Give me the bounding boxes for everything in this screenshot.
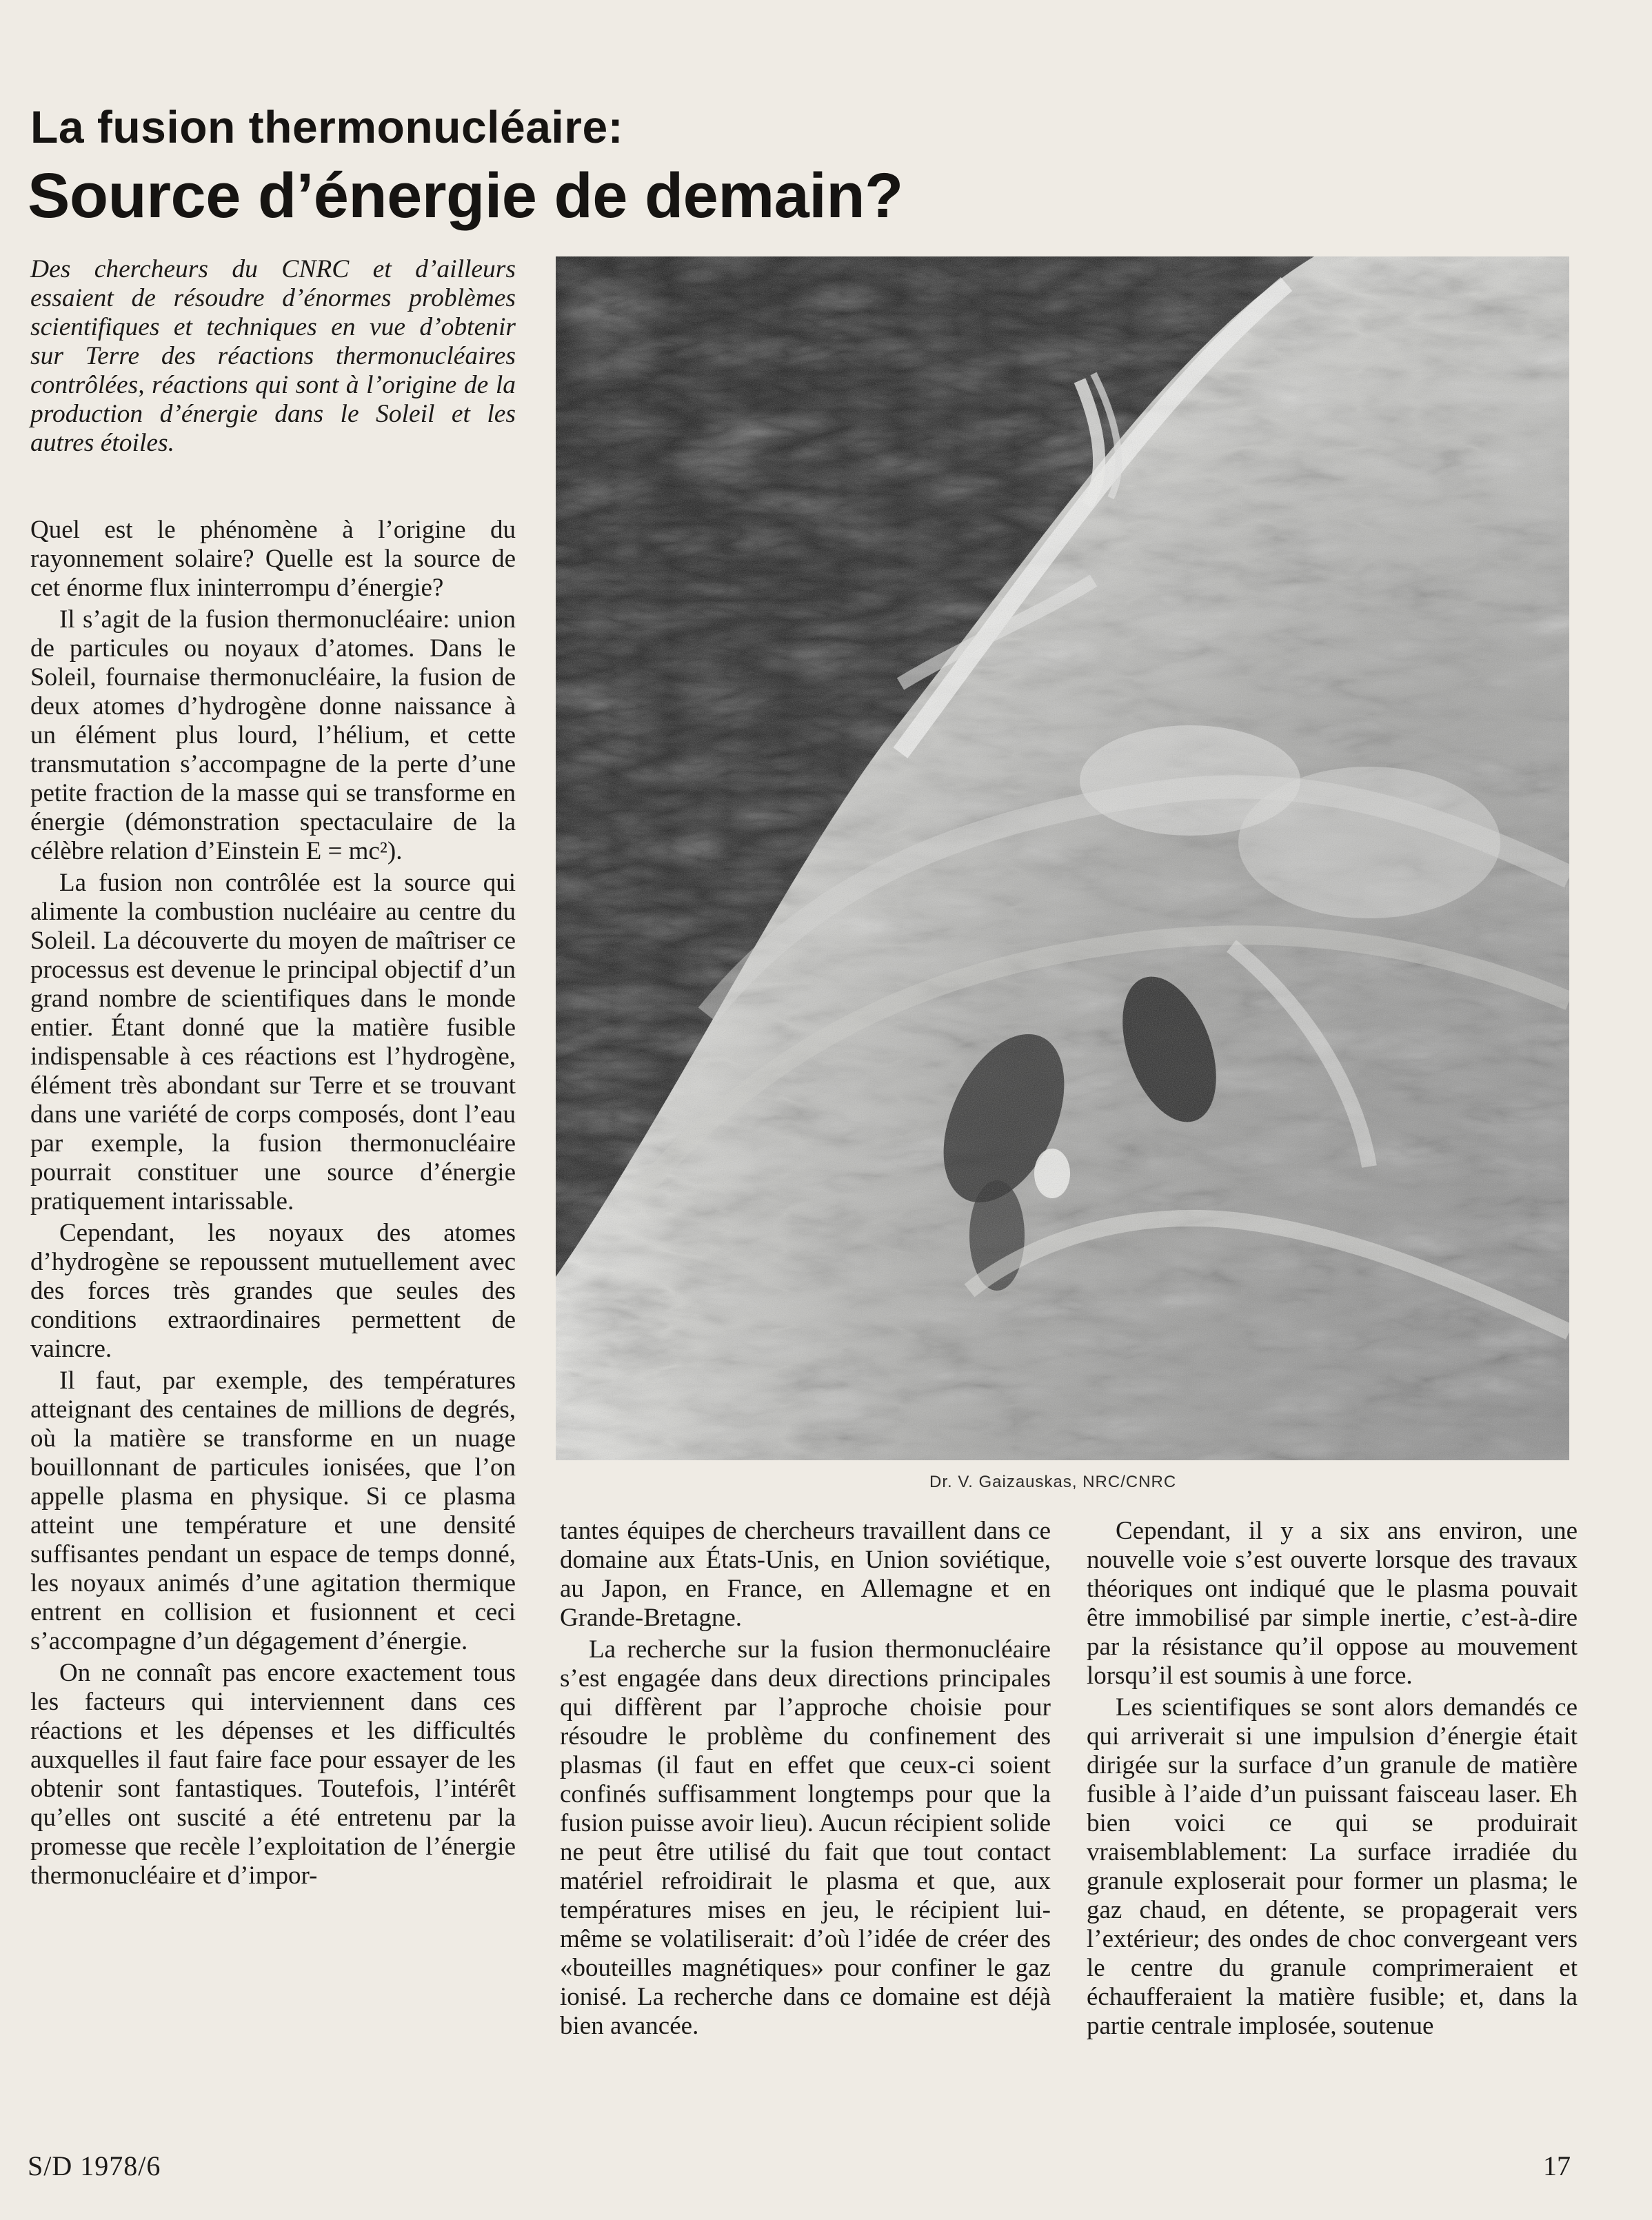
paragraph: Cependant, les noyaux des atomes d’hydrogène se repoussent mutuellement avec des forces très grandes que seules des conditions extraordinaires permettent de vaincre. (30, 1219, 516, 1363)
paragraph: On ne connaît pas encore exactement tous les facteurs qui interviennent dans ces réactions et les dépenses et les difficultés auxquelles il faut faire face pour essayer de les obtenir sont fantastiques. Toutefois, l’intérêt qu’elles ont suscité a été entretenu par la promesse que recèle l’exploitation de l’énergie thermonucléaire et d’impor- (30, 1659, 516, 1890)
paragraph: Quel est le phénomène à l’origine du rayonnement solaire? Quelle est la source de cet énorme flux ininterrompu d’énergie? (30, 516, 516, 602)
article-kicker: La fusion thermonucléaire: (30, 101, 624, 152)
article-intro: Des chercheurs du CNRC et d’ailleurs essaient de résoudre d’énormes problèmes scientifiques et techniques en vue d’obtenir sur Terre des réactions thermonucléaires contrôlées, réactions qui sont à l’origine de la production d’énergie dans le Soleil et les autres étoiles. (30, 255, 516, 457)
column-2 (560, 1517, 1051, 2041)
column-3 (1087, 1517, 1578, 2041)
photo-credit: Dr. V. Gaizauskas, NRC/CNRC (929, 1473, 1177, 1491)
article-title: Source d’énergie de demain? (28, 161, 903, 231)
sun-surface-image (556, 256, 1569, 1460)
paragraph: tantes équipes de chercheurs travaillent dans ce domaine aux États-Unis, en Union soviétique, au Japon, en France, en Allemagne et en Grande-Bretagne. (560, 1517, 1051, 1632)
paragraph: Il s’agit de la fusion thermonucléaire: union de particules ou noyaux d’atomes. Dans le Soleil, fournaise thermonucléaire, la fusion de deux atomes d’hydrogène donne naissance à un élément plus lourd, l’hélium, et cette transmutation s’accompagne de la perte d’une petite fraction de la masse qui se transforme en énergie (démonstration spectaculaire de la célèbre relation d’Einstein E = mc²). (30, 605, 516, 865)
paragraph: Les scientifiques se sont alors demandés ce qui arriverait si une impulsion d’énergie était dirigée sur la surface d’un granule de matière fusible à l’aide d’un puissant faisceau laser. Eh bien voici ce qui se produirait vraisemblablement: La surface irradiée du granule exploserait pour former un plasma; le gaz chaud, en détente, se propagerait vers l’extérieur; des ondes de choc convergeant vers le centre du granule comprimeraient et échaufferaient la matière fusible; et, dans la partie centrale implosée, soutenue (1087, 1693, 1578, 2040)
issue-label: S/D 1978/6 (28, 2150, 161, 2181)
paragraph: Cependant, il y a six ans environ, une nouvelle voie s’est ouverte lorsque des travaux théoriques ont indiqué que le plasma pouvait être immobilisé par simple inertie, c’est-à-dire par la résistance qu’il oppose au mouvement lorsqu’il est soumis à une force. (1087, 1517, 1578, 1690)
column-1 (30, 516, 516, 1890)
solar-photo (556, 256, 1569, 1460)
paragraph: La recherche sur la fusion thermonucléaire s’est engagée dans deux directions principales qui diffèrent par l’approche choisie pour résoudre le problème du confinement des plasmas (il faut en effet que ceux-ci soient confinés suffisamment longtemps pour que la fusion puisse avoir lieu). Aucun récipient solide ne peut être utilisé du fait que tout contact matériel refroidirait le plasma et que, aux températures mises en jeu, le récipient lui-même se volatiliserait: d’où l’idée de créer des «bouteilles magnétiques» pour confiner le gaz ionisé. La recherche dans ce domaine est déjà bien avancée. (560, 1635, 1051, 2040)
paragraph: Il faut, par exemple, des températures atteignant des centaines de millions de degrés, où la matière se transforme en un nuage bouillonnant de particules ionisées, que l’on appelle plasma en physique. Si ce plasma atteint une température et une densité suffisantes pendant un espace de temps donné, les noyaux animés d’une agitation thermique entrent en collision et fusionnent et ceci s’accompagne d’un dégagement d’énergie. (30, 1366, 516, 1655)
paragraph: La fusion non contrôlée est la source qui alimente la combustion nucléaire au centre du Soleil. La découverte du moyen de maîtriser ce processus est devenue le principal objectif d’un grand nombre de scientifiques dans le monde entier. Étant donné que la matière fusible indispensable à ces réactions est l’hydrogène, élément très abondant sur Terre et se trouvant dans une variété de corps composés, dont l’eau par exemple, la fusion thermonucléaire pourrait constituer une source d’énergie pratiquement intarissable. (30, 869, 516, 1215)
page-number: 17 (1543, 2150, 1571, 2181)
